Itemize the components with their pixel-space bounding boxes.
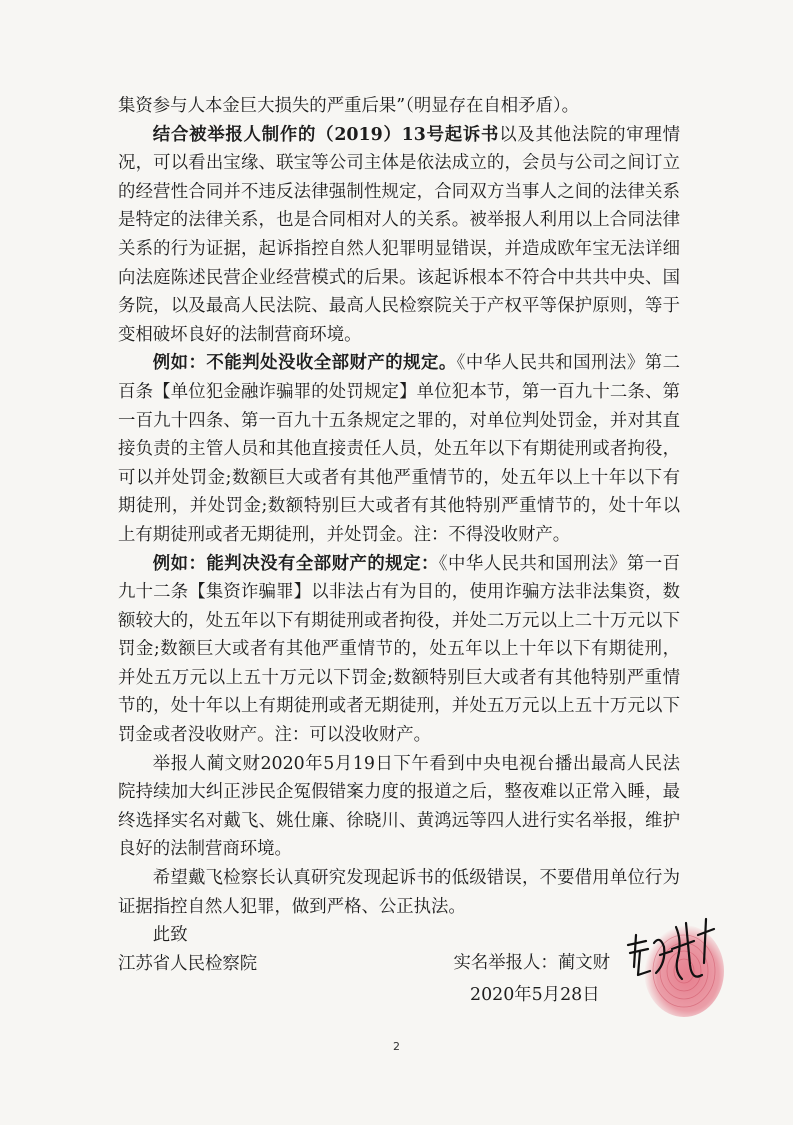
paragraph-3: [118, 349, 680, 549]
fingerprint-signature-stamp: [620, 905, 728, 1023]
paragraph-5: 举报人蔺文财2020年5月19日下午看到中央电视台播出最高人民法院持续加大纠正涉民企冤假错案力度的报道之后，整夜难以正常入睡，最终选择实名对戴飞、姚仕廉、徐晓川、黄鸿远等四人进行实名举报，维护良好的法制营商环境。: [118, 753, 680, 860]
paragraph-2: [118, 121, 680, 350]
paragraph-2-emphasis: 结合被举报人制作的（2019）13号起诉书: [152, 124, 500, 145]
paragraph-2-text: 以及其他法院的审理情况，可以看出宝缘、联宝等公司主体是依法成立的，会员与公司之间订立的经营性合同并不违反法律强制性规定，合同双方当事人之间的法律关系是特定的法律关系，也是合同相对人的关系。被举报人利用以上合同法律关系的行为证据，起诉指控自然人犯罪明显错误，并造成欧年宝无法详细向法庭陈述民营企业经营模式的后果。该起诉根本不符合中共共中央、国务院，以及最高人民法院、最高人民检察院关于产权平等保护原则，等于变相破坏良好的法制营商环境。: [118, 124, 680, 345]
closing-salutation: 此致: [152, 925, 188, 946]
recipient: 江苏省人民检察院: [118, 953, 258, 974]
signer-line: 实名举报人：蔺文财: [453, 953, 610, 973]
paragraph-3-emphasis: 例如：不能判处没收全部财产的规定。: [152, 353, 457, 374]
document-body: [118, 92, 680, 978]
paragraph-1: 集资参与人本金巨大损失的严重后果”（明显存在自相矛盾）。: [118, 96, 580, 116]
paragraph-3-text: 《中华人民共和国刑法》第二百条【单位犯金融诈骗罪的处罚规定】单位犯本节，第一百九十二条、第一百九十四条、第一百九十五条规定之罪的，对单位判处罚金，并对其直接负责的主管人员和其他直接责任人员，处五年以下有期徒刑或者拘役，可以并处罚金;数额巨大或者有其他严重情节的，处五年以上十年以下有期徒刑，并处罚金;数额特别巨大或者有其他特别严重情节的，处十年以上有期徒刑或者无期徒刑，并处罚金。注：不得没收财产。: [118, 353, 680, 545]
paragraph-6: 希望戴飞检察长认真研究发现起诉书的低级错误，不要借用单位行为证据指控自然人犯罪，做到严格、公正执法。: [118, 868, 680, 917]
paragraph-4-text: 《中华人民共和国刑法》第一百九十二条【集资诈骗罪】以非法占有为目的，使用诈骗方法非法集资，数额较大的，处五年以下有期徒刑或者拘役，并处二万元以上二十万元以下罚金;数额巨大或者有其他严重情节的，处五年以上十年以下有期徒刑，并处五万元以上五十万元以下罚金;数额特别巨大或者有其他特别严重情节的，处十年以上有期徒刑或者无期徒刑，并处五万元以上五十万元以下罚金或者没收财产。注：可以没收财产。: [118, 553, 680, 746]
paragraph-4: [118, 550, 680, 750]
page-number: 2: [393, 1040, 400, 1053]
paragraph-4-emphasis: 例如：能判决没有全部财产的规定：: [152, 553, 439, 574]
fingerprint-ink: [644, 925, 724, 1017]
signature-date: 2020年5月28日: [470, 985, 600, 1005]
